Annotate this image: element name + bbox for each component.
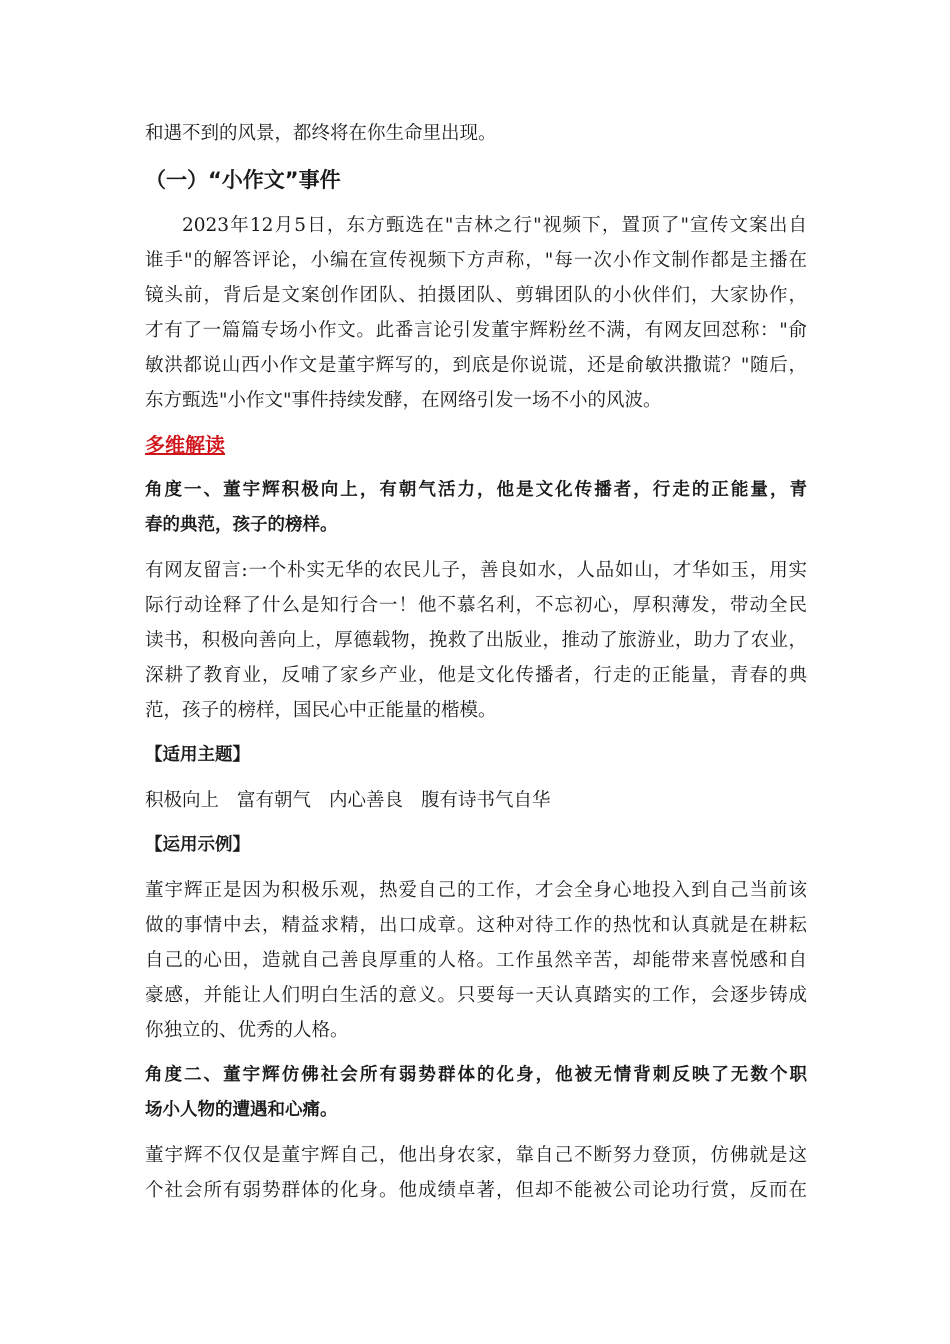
text-line: 场小人物的遭遇和心痛。 (145, 1100, 338, 1120)
themes-label: 【适用主题】 (145, 745, 250, 765)
text-line: 2023年12月5日，东方甄选在"吉林之行"视频下，置顶了"宣传文案出自 (182, 215, 807, 236)
text-line: 角度一、董宇辉积极向上，有朝气活力，他是文化传播者，行走的正能量，青 (145, 480, 807, 500)
theme-item: 内心善良 (329, 790, 404, 811)
text-line: 有网友留言:一个朴实无华的农民儿子，善良如水，人品如山，才华如玉，用实 (145, 560, 807, 581)
text-line: 豪感，并能让人们明白生活的意义。只要每一天认真踏实的工作，会逐步铸成 (145, 985, 807, 1006)
angle1-title (145, 473, 807, 543)
angle1-paragraph (145, 553, 807, 728)
text-line: 春的典范，孩子的榜样。 (145, 515, 338, 535)
text-line: 深耕了教育业，反哺了家乡产业，他是文化传播者，行走的正能量，青春的典 (145, 665, 807, 686)
themes-label-block (145, 738, 807, 773)
text-line: 际行动诠释了什么是知行合一！他不慕名利，不忘初心，厚积薄发，带动全民 (145, 595, 807, 616)
text-line: 东方甄选"小作文"事件持续发酵，在网络引发一场不小的风波。 (145, 390, 662, 411)
section-heading: （一）“小作文”事件 (145, 168, 341, 192)
angle2-paragraph (145, 1138, 807, 1208)
text-line: 自己的心田，造就自己善良厚重的人格。工作虽然辛苦，却能带来喜悦感和自 (145, 950, 807, 971)
text-line: 读书，积极向善向上，厚德载物，挽救了出版业，推动了旅游业，助力了农业， (145, 630, 807, 651)
document-page (145, 116, 807, 1208)
text-line: 董宇辉不仅仅是董宇辉自己，他出身农家，靠自己不断努力登顶，仿佛就是这 (145, 1145, 807, 1166)
intro-tail-line: 和遇不到的风景，都终将在你生命里出现。 (145, 123, 497, 144)
theme-item: 腹有诗书气自华 (421, 790, 551, 811)
example-label: 【运用示例】 (145, 835, 250, 855)
text-line: 个社会所有弱势群体的化身。他成绩卓著，但却不能被公司论功行赏，反而在 (145, 1180, 807, 1201)
example-paragraph (145, 873, 807, 1048)
text-line: 做的事情中去，精益求精，出口成章。这种对待工作的热忱和认真就是在耕耘 (145, 915, 807, 936)
text-line: 敏洪都说山西小作文是董宇辉写的，到底是你说谎，还是俞敏洪撒谎？"随后， (145, 355, 807, 376)
example-label-block (145, 828, 807, 863)
text-line: 董宇辉正是因为积极乐观，热爱自己的工作，才会全身心地投入到自己当前该 (145, 880, 807, 901)
theme-item: 积极向上 (145, 790, 220, 811)
analysis-heading: 多维解读 (145, 433, 225, 457)
text-line: 才有了一篇篇专场小作文。此番言论引发董宇辉粉丝不满，有网友回怼称："俞 (145, 320, 807, 341)
text-line: 范，孩子的榜样，国民心中正能量的楷模。 (145, 700, 497, 721)
themes-list (145, 783, 807, 818)
text-line: 你独立的、优秀的人格。 (145, 1020, 349, 1041)
text-line: 镜头前，背后是文案创作团队、拍摄团队、剪辑团队的小伙伴们，大家协作， (145, 285, 807, 306)
text-line: 谁手"的解答评论，小编在宣传视频下方声称，"每一次小作文制作都是主播在 (145, 250, 807, 271)
text-line: 角度二、董宇辉仿佛社会所有弱势群体的化身，他被无情背刺反映了无数个职 (145, 1065, 807, 1085)
event-paragraph (145, 208, 807, 418)
theme-item: 富有朝气 (237, 790, 312, 811)
angle2-title (145, 1058, 807, 1128)
